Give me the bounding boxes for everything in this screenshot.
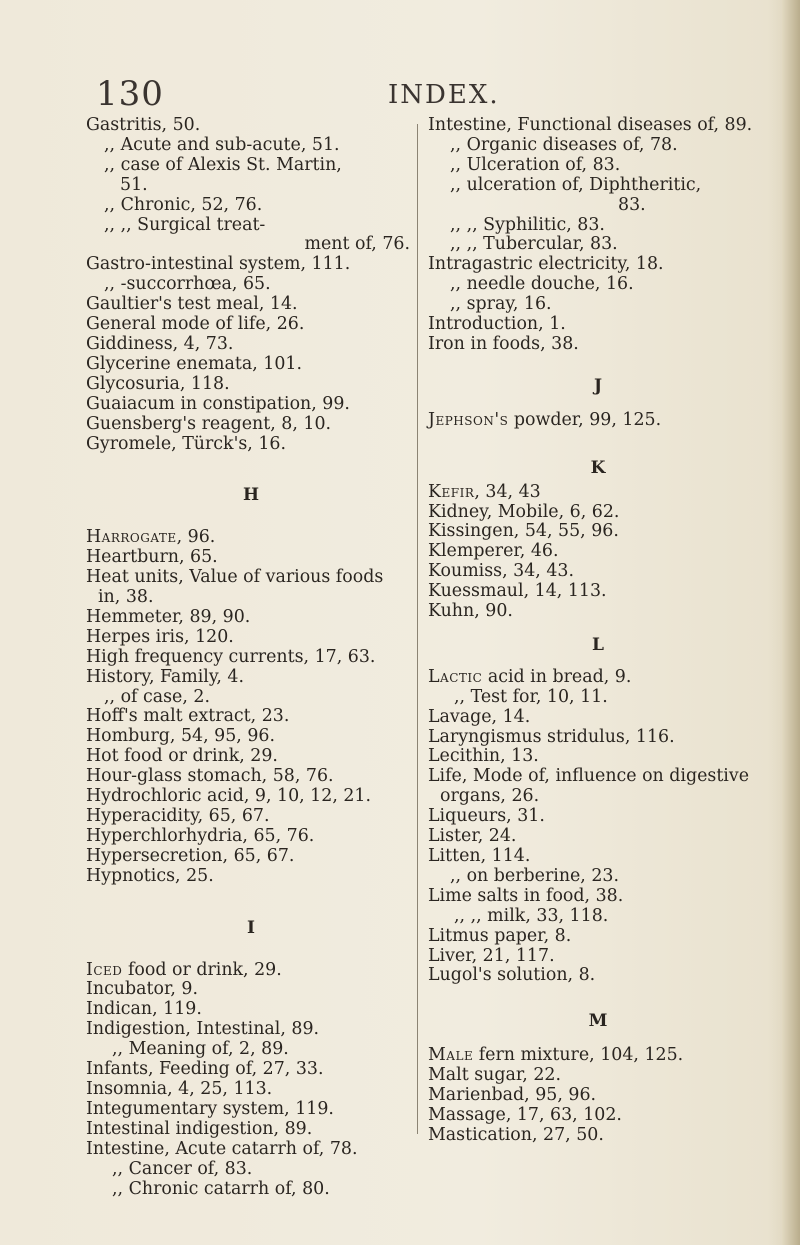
index-entry (86, 961, 416, 981)
index-entry (428, 668, 768, 688)
index-entry: Glycerine enemata, 101. (86, 353, 302, 374)
index-entry: Lime salts in food, 38. (428, 885, 624, 906)
index-entry: Incubator, 9. (86, 979, 199, 1000)
index-entry: Kissingen, 54, 55, 96. (428, 521, 619, 542)
index-subentry: ,, Meaning of, 2, 89. (112, 1039, 289, 1060)
page-edge (782, 0, 800, 1245)
index-entry: Intestinal indigestion, 89. (86, 1118, 313, 1139)
index-entry: High frequency currents, 17, 63. (86, 646, 376, 667)
index-entry: Hypersecretion, 65, 67. (86, 845, 295, 866)
index-entry: Gaultier's test meal, 14. (86, 294, 298, 315)
entry-headword: Iced (86, 959, 123, 980)
index-entry: Insomnia, 4, 25, 113. (86, 1078, 273, 1099)
index-entry: Hypnotics, 25. (86, 865, 214, 886)
entry-pages: powder, 99, 125. (508, 409, 662, 430)
index-entry (428, 411, 768, 431)
entry-pages: food or drink, 29. (122, 959, 282, 980)
entry-pages: fern mixture, 104, 125. (473, 1045, 684, 1066)
index-continuation: 51. (120, 174, 148, 195)
index-entry: General mode of life, 26. (86, 314, 305, 335)
index-entry: Kuhn, 90. (428, 601, 513, 622)
index-entry: Hydrochloric acid, 9, 10, 12, 21. (86, 786, 372, 807)
index-entry: Gyromele, Türck's, 16. (86, 433, 287, 454)
index-entry (428, 483, 768, 503)
index-subentry: ,, Acute and sub-acute, 51. (104, 134, 340, 155)
index-subentry: ,, ,, milk, 33, 118. (454, 905, 609, 926)
index-entry: Heat units, Value of various foods (86, 567, 384, 588)
index-subentry: ,, needle douche, 16. (450, 274, 634, 295)
index-entry: History, Family, 4. (86, 666, 245, 687)
index-subentry: ,, ulceration of, Diphtheritic, (450, 174, 702, 195)
index-entry: Indigestion, Intestinal, 89. (86, 1019, 320, 1040)
index-entry: Kidney, Mobile, 6, 62. (428, 501, 620, 522)
index-entry: Hyperchlorhydria, 65, 76. (86, 825, 315, 846)
index-entry (86, 528, 416, 548)
index-entry: Hyperacidity, 65, 67. (86, 806, 270, 826)
index-continuation: 83. (618, 194, 646, 215)
index-subentry: ,, ,, Syphilitic, 83. (450, 214, 605, 235)
index-entry: Klemperer, 46. (428, 541, 559, 562)
index-continuation: in, 38. (98, 587, 154, 608)
entry-pages: acid in bread, 9. (482, 666, 632, 687)
index-entry: Litten, 114. (428, 846, 531, 866)
section-letter-l: L (592, 634, 604, 655)
section-letter-j: J (593, 375, 603, 396)
left-column (86, 116, 416, 1199)
entry-headword: Male (428, 1045, 474, 1066)
index-entry: Mastication, 27, 50. (428, 1124, 604, 1145)
index-subentry: ,, Chronic, 52, 76. (104, 194, 263, 215)
page-header (0, 74, 800, 114)
index-entry: Giddiness, 4, 73. (86, 333, 234, 354)
index-subentry: ,, ,, Surgical treat- (104, 214, 266, 235)
index-continuation: organs, 26. (440, 786, 540, 807)
index-entry: Hour-glass stomach, 58, 76. (86, 766, 334, 787)
section-letter-k: K (590, 457, 606, 478)
entry-headword: Jephson's (428, 409, 509, 430)
index-subentry: ,, Organic diseases of, 78. (450, 134, 678, 155)
index-entry: Hemmeter, 89, 90. (86, 606, 251, 627)
index-entry: Intestine, Acute catarrh of, 78. (86, 1138, 358, 1159)
index-entry: Massage, 17, 63, 102. (428, 1104, 622, 1125)
entry-pages: , 96. (176, 527, 216, 548)
page-number: 130 (96, 74, 164, 114)
index-entry: Indican, 119. (86, 999, 202, 1020)
index-entry: Lister, 24. (428, 826, 517, 847)
index-entry: Malt sugar, 22. (428, 1065, 561, 1086)
index-entry: Guaiacum in constipation, 99. (86, 393, 350, 414)
index-entry: Lecithin, 13. (428, 746, 539, 767)
index-entry: Kuessmaul, 14, 113. (428, 581, 607, 602)
entry-pages: , 34, 43 (474, 481, 541, 502)
section-letter-i: I (247, 917, 255, 938)
index-entry: Life, Mode of, influence on digestive (428, 766, 749, 787)
index-entry: Heartburn, 65. (86, 547, 218, 568)
index-subentry: ,, spray, 16. (450, 294, 552, 315)
index-entry: Glycosuria, 118. (86, 373, 230, 394)
index-subentry: ,, on berberine, 23. (450, 865, 620, 886)
column-divider (417, 124, 418, 1134)
index-entry: Marienbad, 95, 96. (428, 1085, 597, 1106)
section-letter-m: M (588, 1011, 608, 1032)
entry-headword: Harrogate (86, 527, 177, 548)
index-entry: Herpes iris, 120. (86, 626, 234, 647)
index-entry: Intestine, Functional diseases of, 89. (428, 115, 753, 135)
index-entry: Gastro-intestinal system, 111. (86, 254, 351, 275)
index-entry: Hot food or drink, 29. (86, 746, 278, 767)
index-entry: Liqueurs, 31. (428, 806, 545, 827)
section-letter-h: H (242, 485, 260, 506)
index-subentry: ,, ,, Tubercular, 83. (450, 234, 618, 255)
index-subentry: ,, of case, 2. (104, 686, 210, 707)
index-entry: Homburg, 54, 95, 96. (86, 726, 275, 747)
index-subentry: ,, -succorrhœa, 65. (104, 274, 271, 295)
index-entry: Infants, Feeding of, 27, 33. (86, 1059, 324, 1080)
index-entry: Laryngismus stridulus, 116. (428, 726, 675, 747)
entry-headword: Kefir (428, 481, 475, 502)
index-subentry: ,, Ulceration of, 83. (450, 154, 621, 175)
index-subentry: ,, Chronic catarrh of, 80. (112, 1178, 330, 1199)
index-entry: Introduction, 1. (428, 314, 566, 335)
index-entry: Litmus paper, 8. (428, 925, 572, 946)
index-entry: Iron in foods, 38. (428, 333, 579, 354)
index-continuation: ment of, 76. (304, 234, 410, 255)
entry-headword: Lactic (428, 666, 483, 687)
right-column (428, 116, 768, 1146)
index-entry: Koumiss, 34, 43. (428, 561, 574, 582)
index-entry: Integumentary system, 119. (86, 1098, 334, 1119)
index-entry: Liver, 21, 117. (428, 945, 555, 966)
running-head: INDEX. (388, 80, 500, 110)
index-entry: Gastritis, 50. (86, 115, 201, 135)
index-entry: Lugol's solution, 8. (428, 965, 596, 986)
index-subentry: ,, Cancer of, 83. (112, 1158, 253, 1179)
index-subentry: ,, case of Alexis St. Martin, (104, 154, 342, 175)
index-entry: Lavage, 14. (428, 706, 531, 727)
index-entry (428, 1046, 768, 1066)
index-entry: Hoff's malt extract, 23. (86, 706, 290, 727)
index-entry: Intragastric electricity, 18. (428, 254, 664, 275)
index-subentry: ,, Test for, 10, 11. (454, 686, 608, 707)
index-entry: Guensberg's reagent, 8, 10. (86, 413, 332, 434)
